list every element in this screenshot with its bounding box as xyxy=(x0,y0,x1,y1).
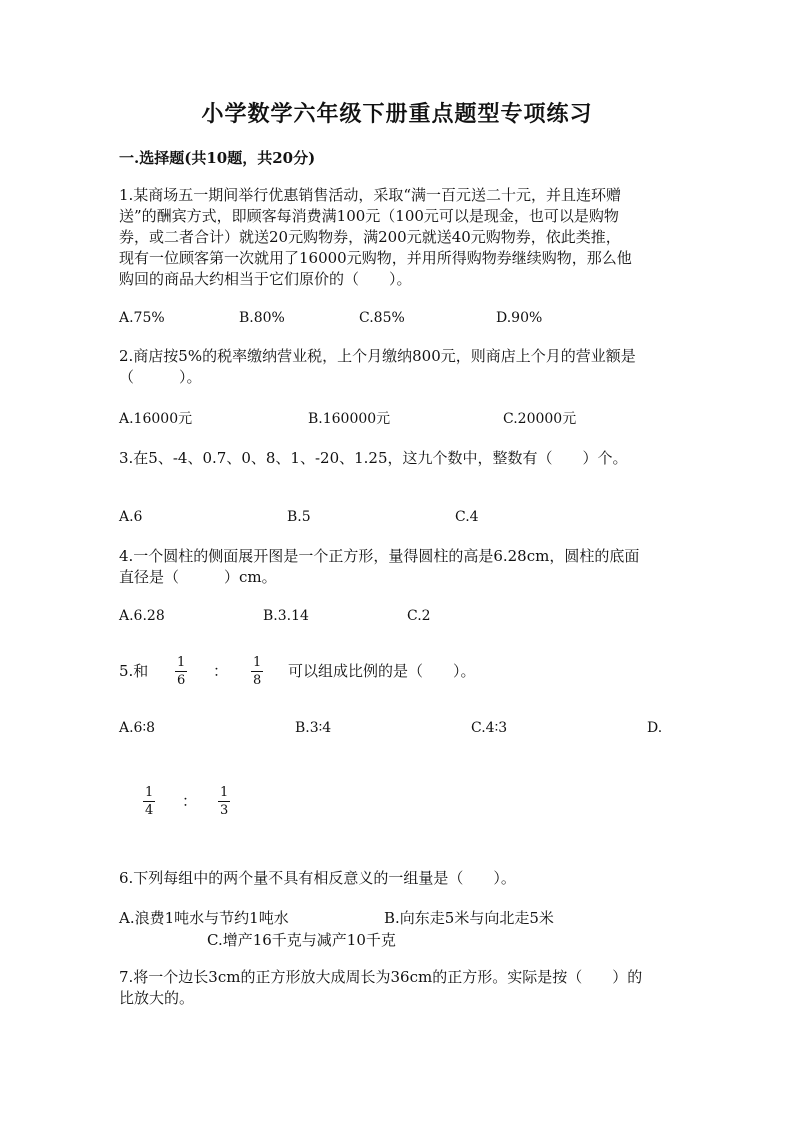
question-5-suffix: 可以组成比例的是（ ）。 xyxy=(288,662,476,680)
question-2-option-c: C.20000元 xyxy=(503,411,577,427)
fraction-denominator: 3 xyxy=(220,803,229,818)
question-5-option-d-fraction-2 xyxy=(218,785,230,818)
fraction-bar xyxy=(143,801,155,802)
question-2-option-a: A.16000元 xyxy=(119,411,193,427)
question-6-option-b: B.向东走5米与向北走5米 xyxy=(384,909,554,927)
question-2 xyxy=(119,346,679,388)
question-1-line: 券，或二者合计）就送20元购物券，满200元就送40元购物券，依此类推， xyxy=(119,228,621,246)
fraction-bar xyxy=(218,801,230,802)
question-3-option-a: A.6 xyxy=(119,509,143,525)
question-6 xyxy=(119,868,679,889)
section-heading: 一.选择题(共10题，共20分) xyxy=(119,149,316,167)
fraction-numerator: 1 xyxy=(253,655,262,670)
question-7 xyxy=(119,967,679,1009)
fraction-denominator: 8 xyxy=(253,673,262,688)
question-5-fraction-1 xyxy=(175,655,187,688)
fraction-denominator: 4 xyxy=(145,803,154,818)
question-5-fraction-2 xyxy=(251,655,263,688)
question-5-option-a: A.6∶8 xyxy=(119,720,156,736)
question-2-line: （ ）。 xyxy=(119,368,202,386)
question-1 xyxy=(119,185,679,290)
page-title: 小学数学六年级下册重点题型专项练习 xyxy=(201,101,593,127)
question-4-option-c: C.2 xyxy=(407,608,431,624)
question-3-option-b: B.5 xyxy=(287,509,311,525)
question-3-line: 3.在5、-4、0.7、0、8、1、-20、1.25，这九个数中，整数有（ ）个。 xyxy=(119,449,628,467)
question-6-option-a: A.浪费1吨水与节约1吨水 xyxy=(119,909,289,927)
question-7-line: 7.将一个边长3cm的正方形放大成周长为36cm的正方形。实际是按（ ）的 xyxy=(119,968,643,986)
question-5-option-d: D. xyxy=(647,720,663,736)
question-1-option-c: C.85% xyxy=(359,310,405,326)
question-5-option-c: C.4∶3 xyxy=(471,720,508,736)
question-4-line: 直径是（ ）cm。 xyxy=(119,568,277,586)
question-1-option-d: D.90% xyxy=(496,310,543,326)
question-1-line: 现有一位顾客第一次就用了16000元购物，并用所得购物券继续购物，那么他 xyxy=(119,249,632,267)
fraction-numerator: 1 xyxy=(145,785,154,800)
question-1-line: 1.某商场五一期间举行优惠销售活动，采取“满一百元送二十元，并且连环赠 xyxy=(119,186,621,204)
question-1-option-a: A.75% xyxy=(119,310,165,326)
fraction-denominator: 6 xyxy=(177,673,186,688)
question-4-line: 4.一个圆柱的侧面展开图是一个正方形，量得圆柱的高是6.28cm，圆柱的底面 xyxy=(119,547,640,565)
fraction-numerator: 1 xyxy=(177,655,186,670)
fraction-bar xyxy=(175,671,187,672)
question-7-line: 比放大的。 xyxy=(119,989,195,1007)
question-3 xyxy=(119,448,679,469)
question-5-option-d-colon: ： xyxy=(182,792,198,810)
question-3-option-c: C.4 xyxy=(455,509,479,525)
question-1-option-b: B.80% xyxy=(239,310,285,326)
question-1-line: 购回的商品大约相当于它们原价的（ ）。 xyxy=(119,270,412,288)
question-4 xyxy=(119,546,679,588)
question-1-line: 送”的酬宾方式，即顾客每消费满100元（100元可以是现金，也可以是购物 xyxy=(119,207,619,225)
question-5-option-d-fraction-1 xyxy=(143,785,155,818)
fraction-bar xyxy=(251,671,263,672)
question-4-option-a: A.6.28 xyxy=(119,608,165,624)
question-6-option-c: C.增产16千克与减产10千克 xyxy=(207,931,396,949)
question-4-option-b: B.3.14 xyxy=(263,608,309,624)
question-5-prefix: 5.和 xyxy=(119,662,149,680)
question-5-option-b: B.3∶4 xyxy=(295,720,332,736)
fraction-numerator: 1 xyxy=(220,785,229,800)
question-6-line: 6.下列每组中的两个量不具有相反意义的一组量是（ ）。 xyxy=(119,869,516,887)
question-2-line: 2.商店按5%的税率缴纳营业税，上个月缴纳800元，则商店上个月的营业额是 xyxy=(119,347,636,365)
question-2-option-b: B.160000元 xyxy=(308,411,391,427)
question-5-colon: ： xyxy=(213,662,229,680)
